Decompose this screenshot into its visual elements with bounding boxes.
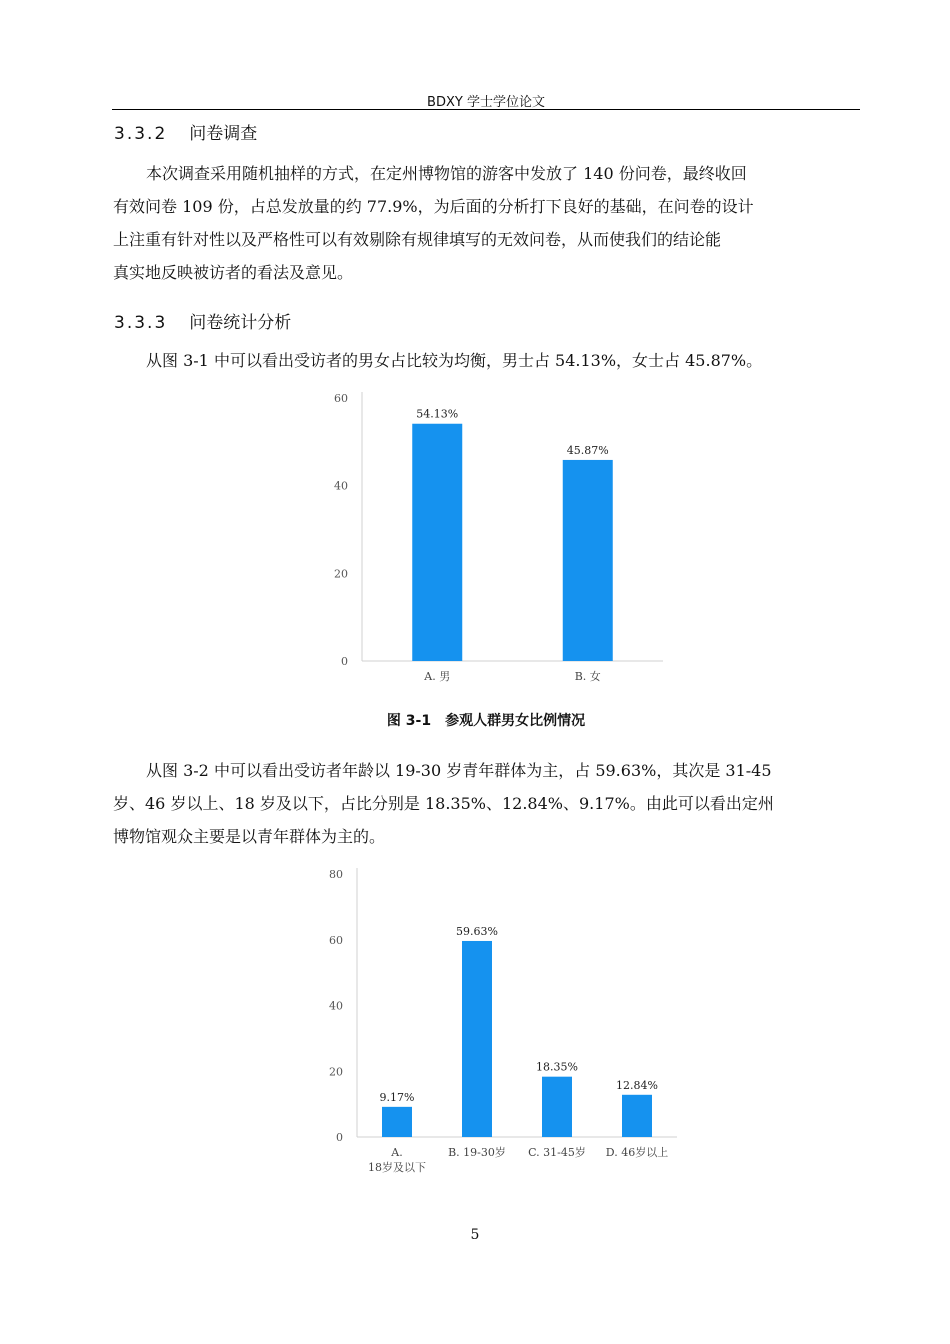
paragraph-gender [113,344,859,377]
y-tick-label: 0 [336,1131,343,1144]
x-tick-label: A. 男 [424,670,451,683]
y-tick-label: 80 [329,868,343,881]
x-tick-label: C. 31-45岁 [528,1146,586,1159]
x-tick-label: D. 46岁以上 [605,1146,669,1159]
bar [622,1095,652,1137]
page-number: 5 [470,1227,480,1243]
section-heading-3-3-2 [114,119,257,144]
y-tick-label: 40 [334,479,348,493]
data-label: 12.84% [616,1078,658,1092]
x-tick-label: B. 19-30岁 [448,1146,506,1159]
data-label: 18.35% [536,1060,578,1074]
bar [542,1077,572,1137]
y-tick-label: 60 [334,392,348,405]
caption-number: 图 3-1 [386,713,432,729]
y-tick-label: 20 [329,1065,343,1079]
data-label: 59.63% [456,924,498,938]
section-title: 问卷调查 [189,124,258,144]
section-title: 问卷统计分析 [189,313,292,333]
data-label: 54.13% [416,407,459,421]
x-tick-label: B. 女 [574,670,601,683]
y-tick-label: 0 [341,655,348,668]
data-label: 45.87% [566,443,609,457]
bar [412,424,462,661]
paragraph-line: 真实地反映被访者的看法及意见。 [113,263,354,282]
age-bar-chart [320,860,690,1185]
paragraph-line: 从图 3-1 中可以看出受访者的男女占比较为均衡，男士占 54.13%，女士占 45.87%。 [146,351,763,370]
paragraph-line: 岁、46 岁以上、18 岁及以下，占比分别是 18.35%、12.84%、9.17%。由此可以看出定州 [113,794,774,813]
paragraph-age [113,754,859,853]
y-tick-label: 40 [329,999,343,1013]
section-number: 3.3.3 [114,313,168,333]
bar [462,941,492,1137]
data-label: 9.17% [379,1090,415,1104]
bar [382,1107,412,1137]
gender-bar-chart [320,385,680,690]
section-heading-3-3-3 [114,308,291,333]
paragraph-survey [113,157,859,289]
caption-text: 参观人群男女比例情况 [445,713,586,729]
figure-caption-3-1 [112,710,860,730]
paragraph-line: 上注重有针对性以及严格性可以有效剔除有规律填写的无效问卷，从而使我们的结论能 [113,230,722,249]
paragraph-line: 从图 3-2 中可以看出受访者年龄以 19-30 岁青年群体为主，占 59.63%，其次是 31-45 [146,761,772,780]
x-tick-label: 18岁及以下 [368,1161,426,1174]
header-rule [112,109,860,110]
running-header: BDXY 学士学位论文 [427,95,545,110]
paragraph-line: 有效问卷 109 份，占总发放量的约 77.9%，为后面的分析打下良好的基础，在问卷的设计 [113,197,754,216]
y-tick-label: 60 [329,933,343,947]
y-tick-label: 20 [334,567,348,581]
bar [563,460,613,661]
x-tick-label: A. [391,1146,403,1159]
paragraph-line: 博物馆观众主要是以青年群体为主的。 [113,827,386,846]
paragraph-line: 本次调查采用随机抽样的方式，在定州博物馆的游客中发放了 140 份问卷，最终收回 [146,164,747,183]
section-number: 3.3.2 [114,124,168,144]
